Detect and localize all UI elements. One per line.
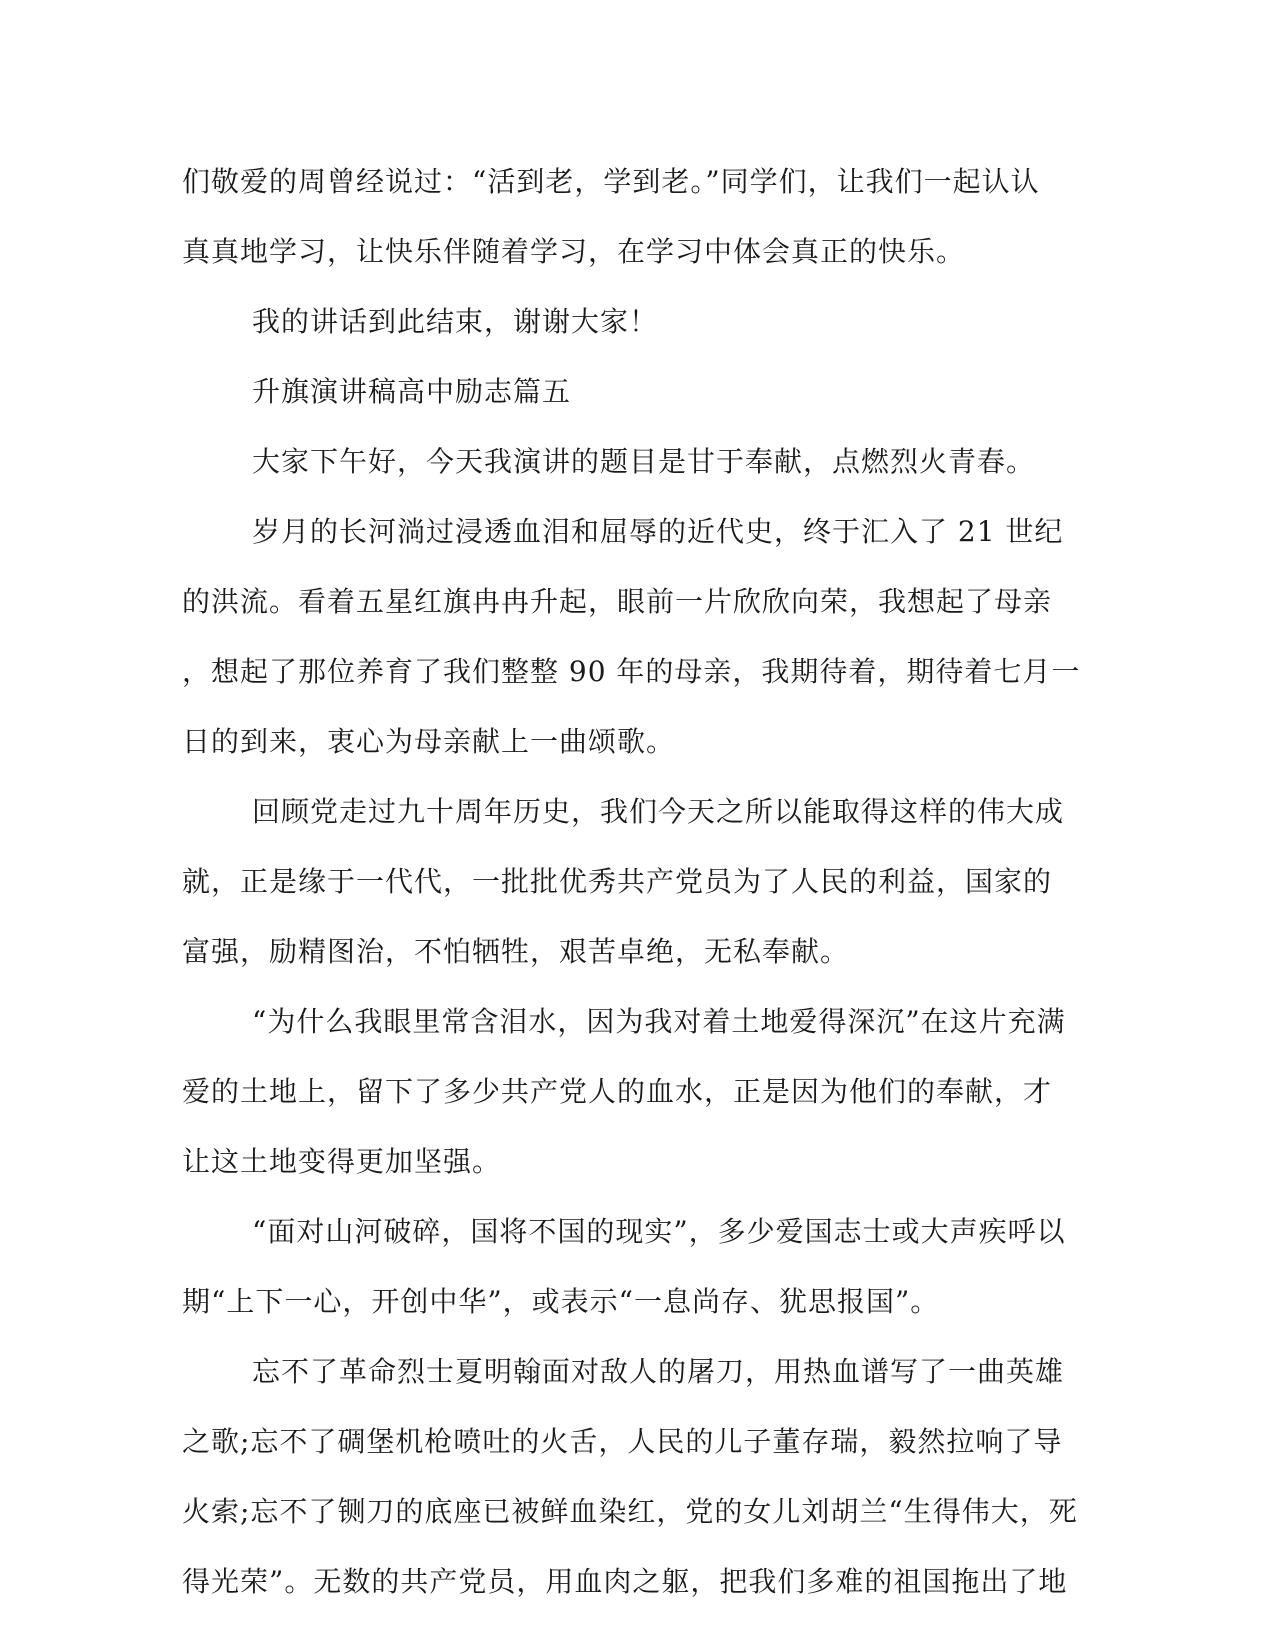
text-line: 我的讲话到此结束，谢谢大家！ — [252, 305, 659, 338]
text-line: 忘不了革命烈士夏明翰面对敌人的屠刀，用热血谱写了一曲英雄 — [252, 1355, 1065, 1388]
text-line: 火索;忘不了铡刀的底座已被鲜血染红，党的女儿刘胡兰“生得伟大，死 — [182, 1495, 1078, 1528]
text-line: 的洪流。看着五星红旗冉冉升起，眼前一片欣欣向荣，我想起了母亲 — [182, 585, 1053, 618]
text-line: “面对山河破碎，国将不国的现实”，多少爱国志士或大声疾呼以 — [252, 1215, 1066, 1248]
text-line: 得光荣”。无数的共产党员，用血肉之躯，把我们多难的祖国拖出了地 — [182, 1565, 1068, 1598]
text-line: 之歌;忘不了碉堡机枪喷吐的火舌，人民的儿子董存瑞，毅然拉响了导 — [182, 1425, 1063, 1458]
text-line: 就，正是缘于一代代，一批批优秀共产党员为了人民的利益，国家的 — [182, 865, 1053, 898]
text-line: 期“上下一心，开创中华”，或表示“一息尚存、犹思报国”。 — [182, 1285, 940, 1318]
text-line: 真真地学习，让快乐伴随着学习，在学习中体会真正的快乐。 — [182, 235, 966, 268]
section-heading: 升旗演讲稿高中励志篇五 — [252, 375, 572, 408]
text-line: 回顾党走过九十周年历史，我们今天之所以能取得这样的伟大成 — [252, 795, 1065, 828]
text-line: 让这土地变得更加坚强。 — [182, 1145, 502, 1178]
text-line: 富强，励精图治，不怕牺牲，艰苦卓绝，无私奉献。 — [182, 935, 850, 968]
text-line: 爱的土地上，留下了多少共产党人的血水，正是因为他们的奉献，才 — [182, 1075, 1053, 1108]
text-line: 岁月的长河淌过浸透血泪和屈辱的近代史，终于汇入了 21 世纪 — [252, 515, 1064, 548]
text-line: “为什么我眼里常含泪水，因为我对着土地爱得深沉”在这片充满 — [252, 1005, 1066, 1038]
text-line: 大家下午好，今天我演讲的题目是甘于奉献，点燃烈火青春。 — [252, 445, 1036, 478]
text-line: ，想起了那位养育了我们整整 90 年的母亲，我期待着，期待着七月一 — [182, 655, 1081, 688]
text-line: 们敬爱的周曾经说过：“活到老，学到老。”同学们，让我们一起认认 — [182, 165, 1040, 198]
text-line: 日的到来，衷心为母亲献上一曲颂歌。 — [182, 725, 676, 758]
